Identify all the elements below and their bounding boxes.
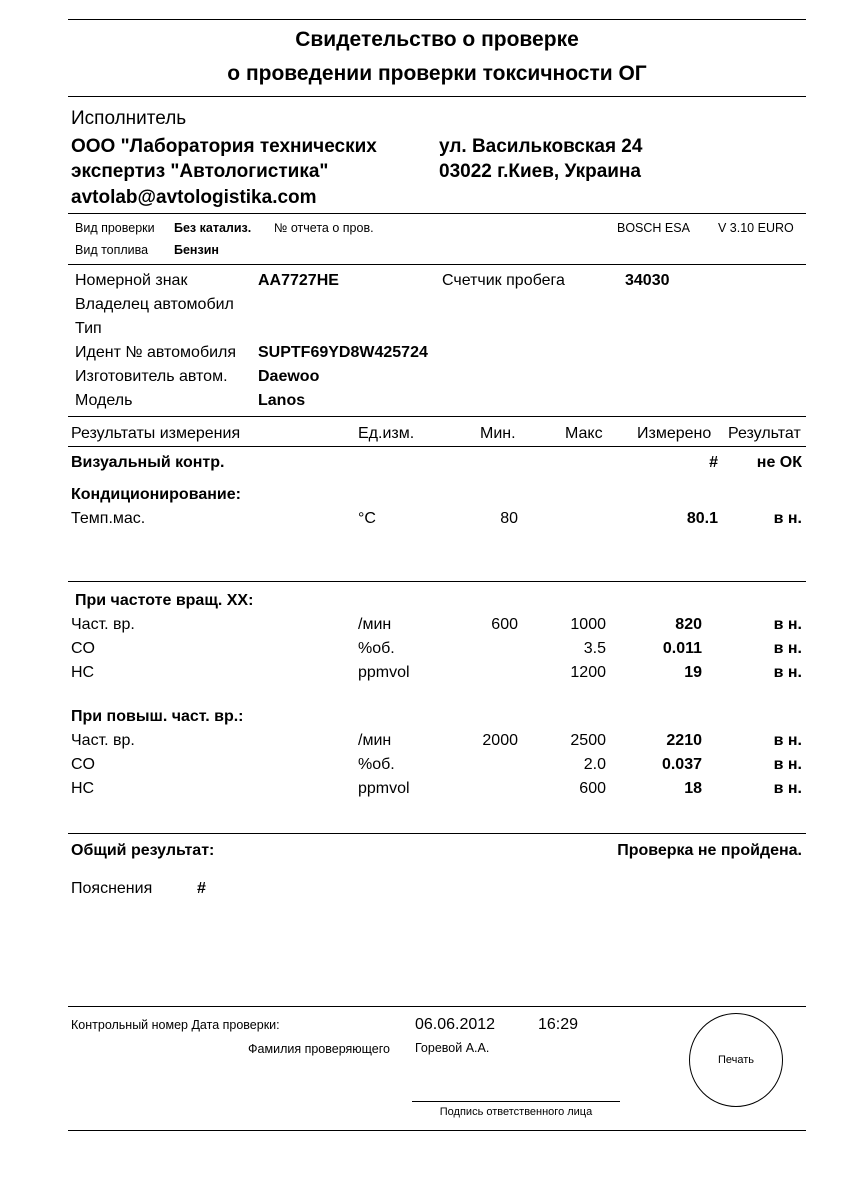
row-result: в н. xyxy=(773,640,802,657)
check-date: 06.06.2012 xyxy=(415,1016,496,1033)
notes-value: # xyxy=(197,880,206,897)
row-max: 1000 xyxy=(570,616,606,633)
executor-name-line-1: ООО "Лаборатория технических xyxy=(71,136,377,157)
row-name: Темп.мас. xyxy=(71,510,146,527)
row-result: в н. xyxy=(773,616,802,633)
visual-control-result: не ОК xyxy=(756,454,802,471)
max-header: Макс xyxy=(565,425,603,442)
idle-title: При частоте вращ. ХХ: xyxy=(75,592,254,609)
plate-label: Номерной знак xyxy=(75,272,188,289)
row-measured: 0.011 xyxy=(662,640,702,657)
row-min: 600 xyxy=(491,616,518,633)
row-unit: ppmvol xyxy=(358,780,410,797)
row-result: в н. xyxy=(773,756,802,773)
report-number-label: № отчета о пров. xyxy=(274,221,374,235)
notes-label: Пояснения xyxy=(71,880,153,897)
title-rule xyxy=(68,96,806,97)
results-rule xyxy=(68,833,806,834)
maker-value: Daewoo xyxy=(258,368,320,385)
row-measured: 19 xyxy=(684,664,702,681)
top-rule xyxy=(68,19,806,20)
bottom-rule xyxy=(68,1130,806,1131)
executor-address-line-2: 03022 г.Киев, Украина xyxy=(439,161,641,182)
high-idle-title: При повыш. част. вр.: xyxy=(71,708,244,725)
row-unit: /мин xyxy=(358,616,392,633)
row-name: CO xyxy=(71,640,95,657)
row-measured: 2210 xyxy=(666,732,702,749)
check-type-value: Без катализ. xyxy=(174,221,252,235)
check-info-rule xyxy=(68,264,806,265)
overall-result-label: Общий результат: xyxy=(71,842,215,859)
plate-value: AA7727HE xyxy=(258,272,339,289)
row-measured: 18 xyxy=(684,780,702,797)
check-type-label: Вид проверки xyxy=(75,221,155,235)
vin-label: Идент № автомобиля xyxy=(75,344,237,361)
results-header-rule xyxy=(68,446,806,447)
check-time: 16:29 xyxy=(538,1016,579,1033)
conditioning-title: Кондиционирование: xyxy=(71,486,241,503)
device-name: BOSCH ESA xyxy=(617,221,690,235)
visual-control-label: Визуальный контр. xyxy=(71,454,225,471)
executor-name-line-2: экспертиз "Автологистика" xyxy=(71,161,329,182)
vin-value: SUPTF69YD8W425724 xyxy=(258,344,428,361)
row-name: CO xyxy=(71,756,95,773)
owner-label: Владелец автомобил xyxy=(75,296,234,313)
fuel-type-value: Бензин xyxy=(174,243,219,257)
row-min: 2000 xyxy=(482,732,518,749)
row-unit: %об. xyxy=(358,640,395,657)
fuel-type-label: Вид топлива xyxy=(75,243,149,257)
executor-email: avtolab@avtologistika.com xyxy=(71,187,317,208)
row-name: Част. вр. xyxy=(71,732,135,749)
inspector-name: Горевой А.А. xyxy=(415,1041,490,1055)
signature-line xyxy=(412,1101,620,1102)
row-max: 1200 xyxy=(570,664,606,681)
row-max: 600 xyxy=(579,780,606,797)
results-header-label: Результаты измерения xyxy=(71,425,241,442)
row-result: в н. xyxy=(773,664,802,681)
vehicle-rule xyxy=(68,416,806,417)
executor-rule xyxy=(68,213,806,214)
row-unit: ppmvol xyxy=(358,664,410,681)
conditioning-rule xyxy=(68,581,806,582)
control-number-label: Контрольный номер Дата проверки: xyxy=(71,1018,280,1032)
measured-header: Измерено xyxy=(637,425,712,442)
overall-result-value: Проверка не пройдена. xyxy=(617,842,802,859)
signature-caption: Подпись ответственного лица xyxy=(439,1106,593,1118)
stamp-label: Печать xyxy=(717,1054,755,1066)
model-label: Модель xyxy=(75,392,133,409)
odometer-value: 34030 xyxy=(625,272,670,289)
unit-header: Ед.изм. xyxy=(358,425,415,442)
title-line-2: о проведении проверки токсичности ОГ xyxy=(227,62,647,85)
row-measured: 0.037 xyxy=(661,756,702,773)
row-min: 80 xyxy=(500,510,518,527)
maker-label: Изготовитель автом. xyxy=(75,368,228,385)
row-name: Част. вр. xyxy=(71,616,135,633)
row-measured: 820 xyxy=(675,616,702,633)
row-result: в н. xyxy=(773,732,802,749)
row-name: HC xyxy=(71,664,95,681)
footer-rule xyxy=(68,1006,806,1007)
software-version: V 3.10 EURO xyxy=(718,221,794,235)
result-header: Результат xyxy=(728,425,801,442)
row-max: 3.5 xyxy=(583,640,606,657)
executor-label: Исполнитель xyxy=(71,108,187,129)
executor-address-line-1: ул. Васильковская 24 xyxy=(439,136,643,157)
odometer-label: Счетчик пробега xyxy=(442,272,565,289)
row-unit: °C xyxy=(358,510,376,527)
visual-control-measured: # xyxy=(709,454,718,471)
row-result: в н. xyxy=(773,510,802,527)
inspector-label: Фамилия проверяющего xyxy=(248,1042,390,1056)
row-max: 2.0 xyxy=(583,756,606,773)
row-max: 2500 xyxy=(570,732,606,749)
row-result: в н. xyxy=(773,780,802,797)
row-measured: 80.1 xyxy=(686,510,718,527)
row-name: HC xyxy=(71,780,95,797)
row-unit: %об. xyxy=(358,756,395,773)
type-label: Тип xyxy=(75,320,102,337)
title-line-1: Свидетельство о проверке xyxy=(295,28,579,51)
row-unit: /мин xyxy=(358,732,392,749)
model-value: Lanos xyxy=(258,392,306,409)
min-header: Мин. xyxy=(480,425,516,442)
